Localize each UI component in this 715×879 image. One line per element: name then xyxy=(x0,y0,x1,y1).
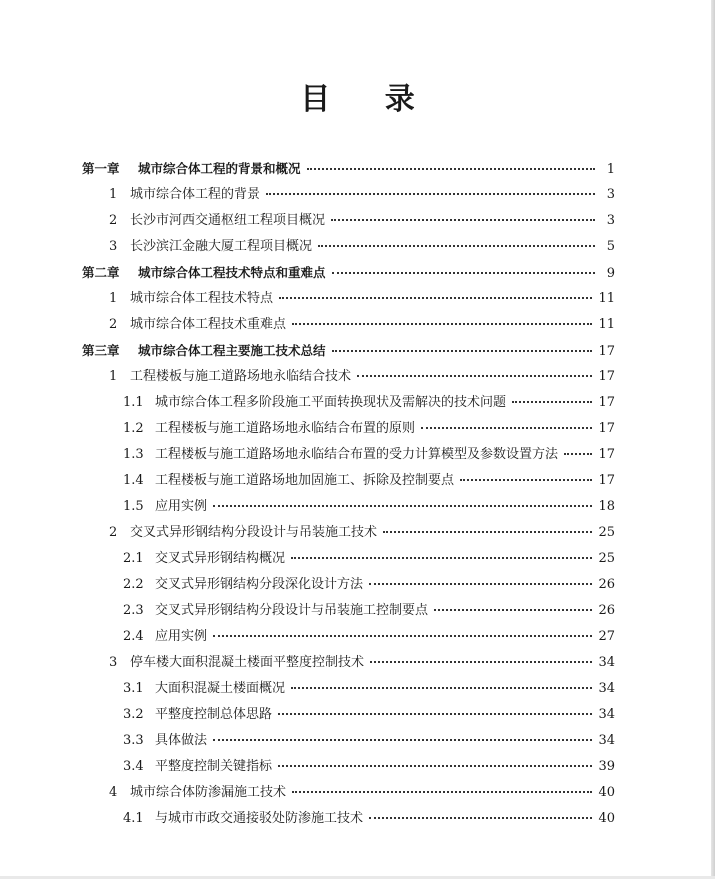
toc-page-number: 3 xyxy=(606,187,615,202)
toc-dot-leader xyxy=(331,219,595,221)
toc-page-number: 34 xyxy=(598,681,615,696)
toc-entry-title: 城市综合体工程技术特点和重难点 xyxy=(138,265,326,280)
toc-entry[interactable] xyxy=(82,650,615,676)
toc-entry-number: 3.1 xyxy=(123,681,144,696)
toc-entry[interactable] xyxy=(82,260,615,286)
toc-entry-number: 1.5 xyxy=(123,499,144,514)
toc-dot-leader xyxy=(291,687,592,689)
toc-dot-leader xyxy=(291,557,592,559)
toc-entry-title: 城市综合体工程主要施工技术总结 xyxy=(138,343,326,358)
toc-entry[interactable] xyxy=(82,286,615,312)
toc-page-number: 34 xyxy=(598,733,615,748)
toc-entry-title: 应用实例 xyxy=(155,499,208,514)
toc-entry-title: 城市综合体工程的背景和概况 xyxy=(138,161,301,176)
toc-entry-title: 交叉式异形钢结构分段设计与吊装施工控制要点 xyxy=(155,603,429,618)
toc-page-number: 17 xyxy=(598,473,615,488)
toc-entry-title: 长沙滨江金融大厦工程项目概况 xyxy=(130,239,313,254)
toc-entry-number: 第二章 xyxy=(82,265,120,280)
toc-dot-leader xyxy=(278,765,592,767)
toc-entry-number: 4.1 xyxy=(123,811,144,826)
toc-dot-leader xyxy=(460,479,592,481)
toc-entry-title: 交叉式异形钢结构分段设计与吊装施工技术 xyxy=(130,525,378,540)
toc-page-number: 26 xyxy=(598,603,615,618)
toc-entry-number: 2 xyxy=(109,317,118,332)
toc-page-number: 5 xyxy=(606,239,615,254)
toc-entry-number: 1 xyxy=(109,291,118,306)
toc-entry-title: 城市综合体工程多阶段施工平面转换现状及需解决的技术问题 xyxy=(155,395,507,410)
toc-page-number: 18 xyxy=(598,499,615,514)
toc-entry[interactable] xyxy=(82,806,615,832)
toc-entry-number: 1.1 xyxy=(123,395,144,410)
toc-entry-title: 具体做法 xyxy=(155,733,208,748)
toc-entry[interactable] xyxy=(82,728,615,754)
toc-page-number: 25 xyxy=(598,525,615,540)
toc-entry[interactable] xyxy=(82,468,615,494)
toc-entry-title: 城市综合体防渗漏施工技术 xyxy=(130,785,287,800)
toc-page-number: 39 xyxy=(598,759,615,774)
toc-entry-title: 城市综合体工程的背景 xyxy=(130,187,261,202)
toc-entry-number: 3 xyxy=(109,239,118,254)
toc-dot-leader xyxy=(332,350,593,352)
toc-dot-leader xyxy=(213,505,592,507)
toc-dot-leader xyxy=(421,427,592,429)
toc-entry[interactable] xyxy=(82,702,615,728)
toc-dot-leader xyxy=(369,817,592,819)
toc-entry-number: 3.4 xyxy=(123,759,144,774)
toc-dot-leader xyxy=(307,168,595,170)
toc-entry[interactable] xyxy=(82,572,615,598)
toc-entry[interactable] xyxy=(82,364,615,390)
toc-entry-title: 大面积混凝土楼面概况 xyxy=(155,681,286,696)
toc-page-number: 27 xyxy=(598,629,615,644)
toc-page-number: 17 xyxy=(598,395,615,410)
toc-entry-number: 3.3 xyxy=(123,733,144,748)
toc-page-number: 34 xyxy=(598,707,615,722)
toc-entry-title: 城市综合体工程技术重难点 xyxy=(130,317,287,332)
toc-entry-number: 第一章 xyxy=(82,161,120,176)
toc-page-number: 25 xyxy=(598,551,615,566)
toc-page-number: 17 xyxy=(598,447,615,462)
toc-entry[interactable] xyxy=(82,442,615,468)
toc-entry[interactable] xyxy=(82,156,615,182)
toc-entry[interactable] xyxy=(82,598,615,624)
toc-entry[interactable] xyxy=(82,754,615,780)
toc-dot-leader xyxy=(434,609,592,611)
toc-page-number: 3 xyxy=(606,213,615,228)
toc-dot-leader xyxy=(292,791,592,793)
toc-entry[interactable] xyxy=(82,676,615,702)
toc-entry-number: 第三章 xyxy=(82,343,120,358)
toc-entry[interactable] xyxy=(82,390,615,416)
toc-entry[interactable] xyxy=(82,234,615,260)
page-title: 目 录 xyxy=(300,82,437,117)
toc-entry-number: 1 xyxy=(109,369,118,384)
toc-dot-leader xyxy=(370,661,592,663)
toc-entry-title: 城市综合体工程技术特点 xyxy=(130,291,274,306)
toc-entry-title: 工程楼板与施工道路场地永临结合布置的受力计算模型及参数设置方法 xyxy=(155,447,559,462)
toc-page-number: 17 xyxy=(598,344,615,359)
toc-page-number: 26 xyxy=(598,577,615,592)
toc-entry-number: 4 xyxy=(109,785,118,800)
toc-page-number: 40 xyxy=(598,811,615,826)
toc-entry[interactable] xyxy=(82,546,615,572)
toc-entry-number: 2.4 xyxy=(123,629,144,644)
toc-entry[interactable] xyxy=(82,624,615,650)
toc-entry-number: 2 xyxy=(109,213,118,228)
toc-dot-leader xyxy=(369,583,592,585)
toc-entry-number: 1.2 xyxy=(123,421,144,436)
toc-dot-leader xyxy=(564,453,592,455)
toc-dot-leader xyxy=(318,245,595,247)
toc-entry-title: 平整度控制总体思路 xyxy=(155,707,273,722)
toc-entry[interactable] xyxy=(82,182,615,208)
toc-entry-title: 工程楼板与施工道路场地永临结合技术 xyxy=(130,369,352,384)
toc-entry[interactable] xyxy=(82,520,615,546)
toc-entry[interactable] xyxy=(82,208,615,234)
toc-entry[interactable] xyxy=(82,338,615,364)
toc-dot-leader xyxy=(213,739,592,741)
toc-dot-leader xyxy=(357,375,592,377)
toc-entry[interactable] xyxy=(82,494,615,520)
toc-page-number: 17 xyxy=(598,369,615,384)
toc-page-number: 34 xyxy=(598,655,615,670)
toc-dot-leader xyxy=(278,713,592,715)
toc-dot-leader xyxy=(332,272,595,274)
toc-entry-title: 长沙市河西交通枢纽工程项目概况 xyxy=(130,213,326,228)
toc-page-number: 9 xyxy=(606,266,615,281)
toc-page-number: 40 xyxy=(598,785,615,800)
toc-entry-number: 1.4 xyxy=(123,473,144,488)
toc-entry-title: 停车楼大面积混凝土楼面平整度控制技术 xyxy=(130,655,365,670)
toc-dot-leader xyxy=(279,297,592,299)
toc-dot-leader xyxy=(292,323,592,325)
toc-dot-leader xyxy=(266,193,595,195)
toc-entry-number: 2.1 xyxy=(123,551,144,566)
toc-entry[interactable] xyxy=(82,312,615,338)
toc-entry-title: 与城市市政交通接驳处防渗施工技术 xyxy=(155,811,364,826)
toc-page-number: 17 xyxy=(598,421,615,436)
toc-page-number: 11 xyxy=(598,291,615,306)
toc-entry-number: 2 xyxy=(109,525,118,540)
toc-entry-title: 工程楼板与施工道路场地永临结合布置的原则 xyxy=(155,421,416,436)
toc-entry-title: 工程楼板与施工道路场地加固施工、拆除及控制要点 xyxy=(155,473,455,488)
toc-entry-number: 1 xyxy=(109,187,118,202)
toc-entry-number: 3.2 xyxy=(123,707,144,722)
toc-dot-leader xyxy=(383,531,592,533)
toc-entry-number: 2.2 xyxy=(123,577,144,592)
toc-page-number: 1 xyxy=(606,162,615,177)
toc-entry[interactable] xyxy=(82,780,615,806)
toc-entry[interactable] xyxy=(82,416,615,442)
toc-page-number: 11 xyxy=(598,317,615,332)
toc-dot-leader xyxy=(512,401,592,403)
page-edge-shadow xyxy=(711,0,715,879)
toc-entry-title: 交叉式异形钢结构概况 xyxy=(155,551,286,566)
toc-entry-number: 1.3 xyxy=(123,447,144,462)
toc-entry-number: 3 xyxy=(109,655,118,670)
table-of-contents xyxy=(82,156,615,832)
toc-dot-leader xyxy=(213,635,592,637)
toc-entry-title: 交叉式异形钢结构分段深化设计方法 xyxy=(155,577,364,592)
toc-entry-number: 2.3 xyxy=(123,603,144,618)
toc-entry-title: 平整度控制关键指标 xyxy=(155,759,273,774)
toc-entry-title: 应用实例 xyxy=(155,629,208,644)
